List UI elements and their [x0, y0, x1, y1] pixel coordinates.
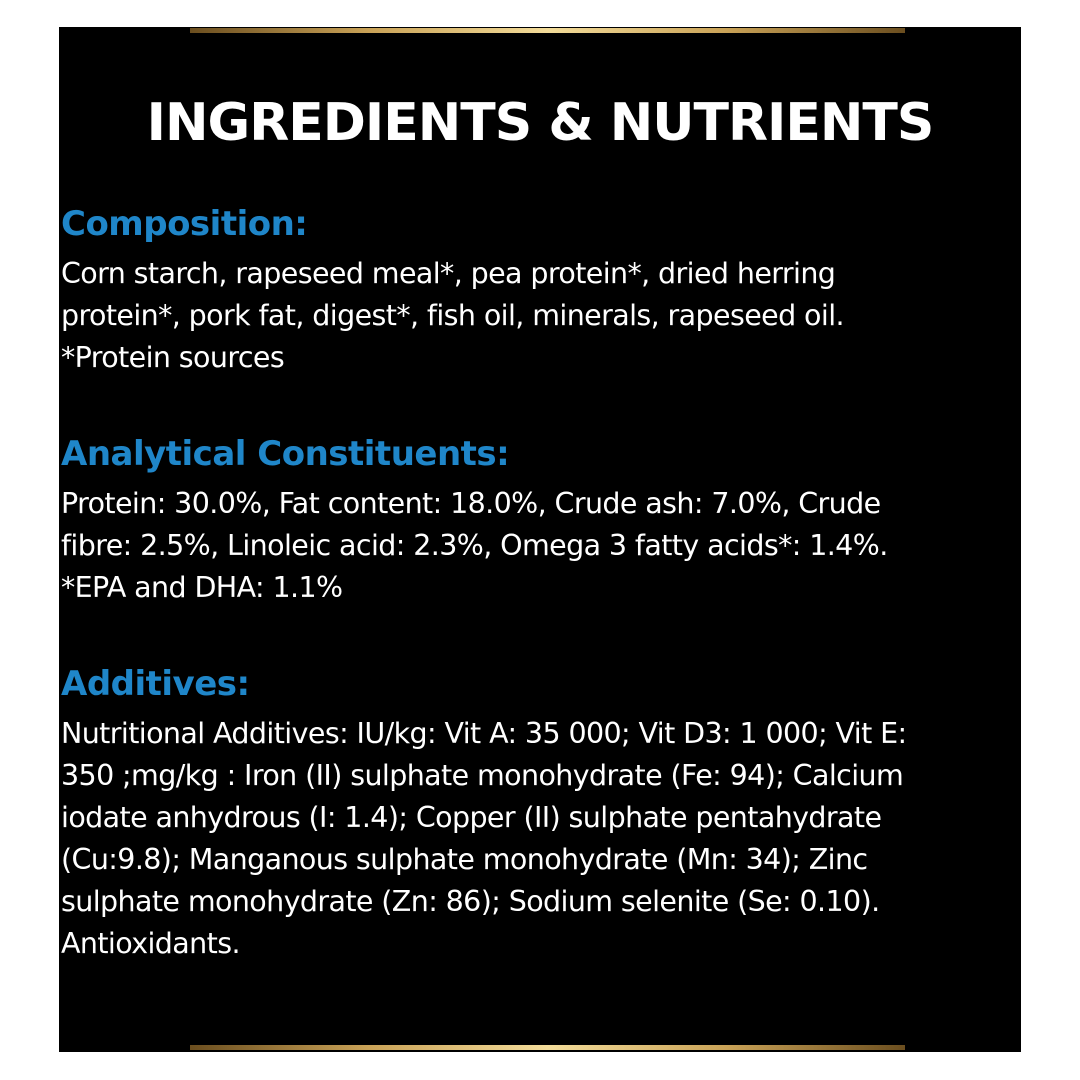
analytical-line: Protein: 30.0%, Fat content: 18.0%, Crude ash: 7.0%, Crude — [61, 487, 881, 520]
additives-section — [61, 664, 1021, 965]
composition-section — [61, 204, 1021, 379]
additives-line: (Cu:9.8); Manganous sulphate monohydrate (Mn: 34); Zinc — [61, 843, 868, 876]
composition-line: *Protein sources — [61, 341, 285, 374]
analytical-line: fibre: 2.5%, Linoleic acid: 2.3%, Omega 3 fatty acids*: 1.4%. — [61, 529, 888, 562]
gold-divider-top — [190, 28, 905, 33]
analytical-section — [61, 434, 1021, 609]
composition-heading: Composition: — [61, 204, 308, 244]
composition-line: Corn starch, rapeseed meal*, pea protein*, dried herring — [61, 257, 836, 290]
gold-divider-bottom — [190, 1045, 905, 1050]
analytical-heading: Analytical Constituents: — [61, 434, 510, 474]
additives-line: Antioxidants. — [61, 927, 240, 960]
additives-line: 350 ;mg/kg : Iron (II) sulphate monohydrate (Fe: 94); Calcium — [61, 759, 904, 792]
additives-line: iodate anhydrous (I: 1.4); Copper (II) sulphate pentahydrate — [61, 801, 882, 834]
additives-line: sulphate monohydrate (Zn: 86); Sodium selenite (Se: 0.10). — [61, 885, 880, 918]
analytical-line: *EPA and DHA: 1.1% — [61, 571, 343, 604]
composition-line: protein*, pork fat, digest*, fish oil, minerals, rapeseed oil. — [61, 299, 844, 332]
analytical-text — [61, 483, 1021, 609]
additives-text — [61, 713, 1021, 965]
ingredients-panel — [59, 27, 1021, 1052]
page-title: INGREDIENTS & NUTRIENTS — [146, 93, 934, 153]
composition-text — [61, 253, 1021, 379]
additives-heading: Additives: — [61, 664, 250, 704]
additives-line: Nutritional Additives: IU/kg: Vit A: 35 000; Vit D3: 1 000; Vit E: — [61, 717, 907, 750]
